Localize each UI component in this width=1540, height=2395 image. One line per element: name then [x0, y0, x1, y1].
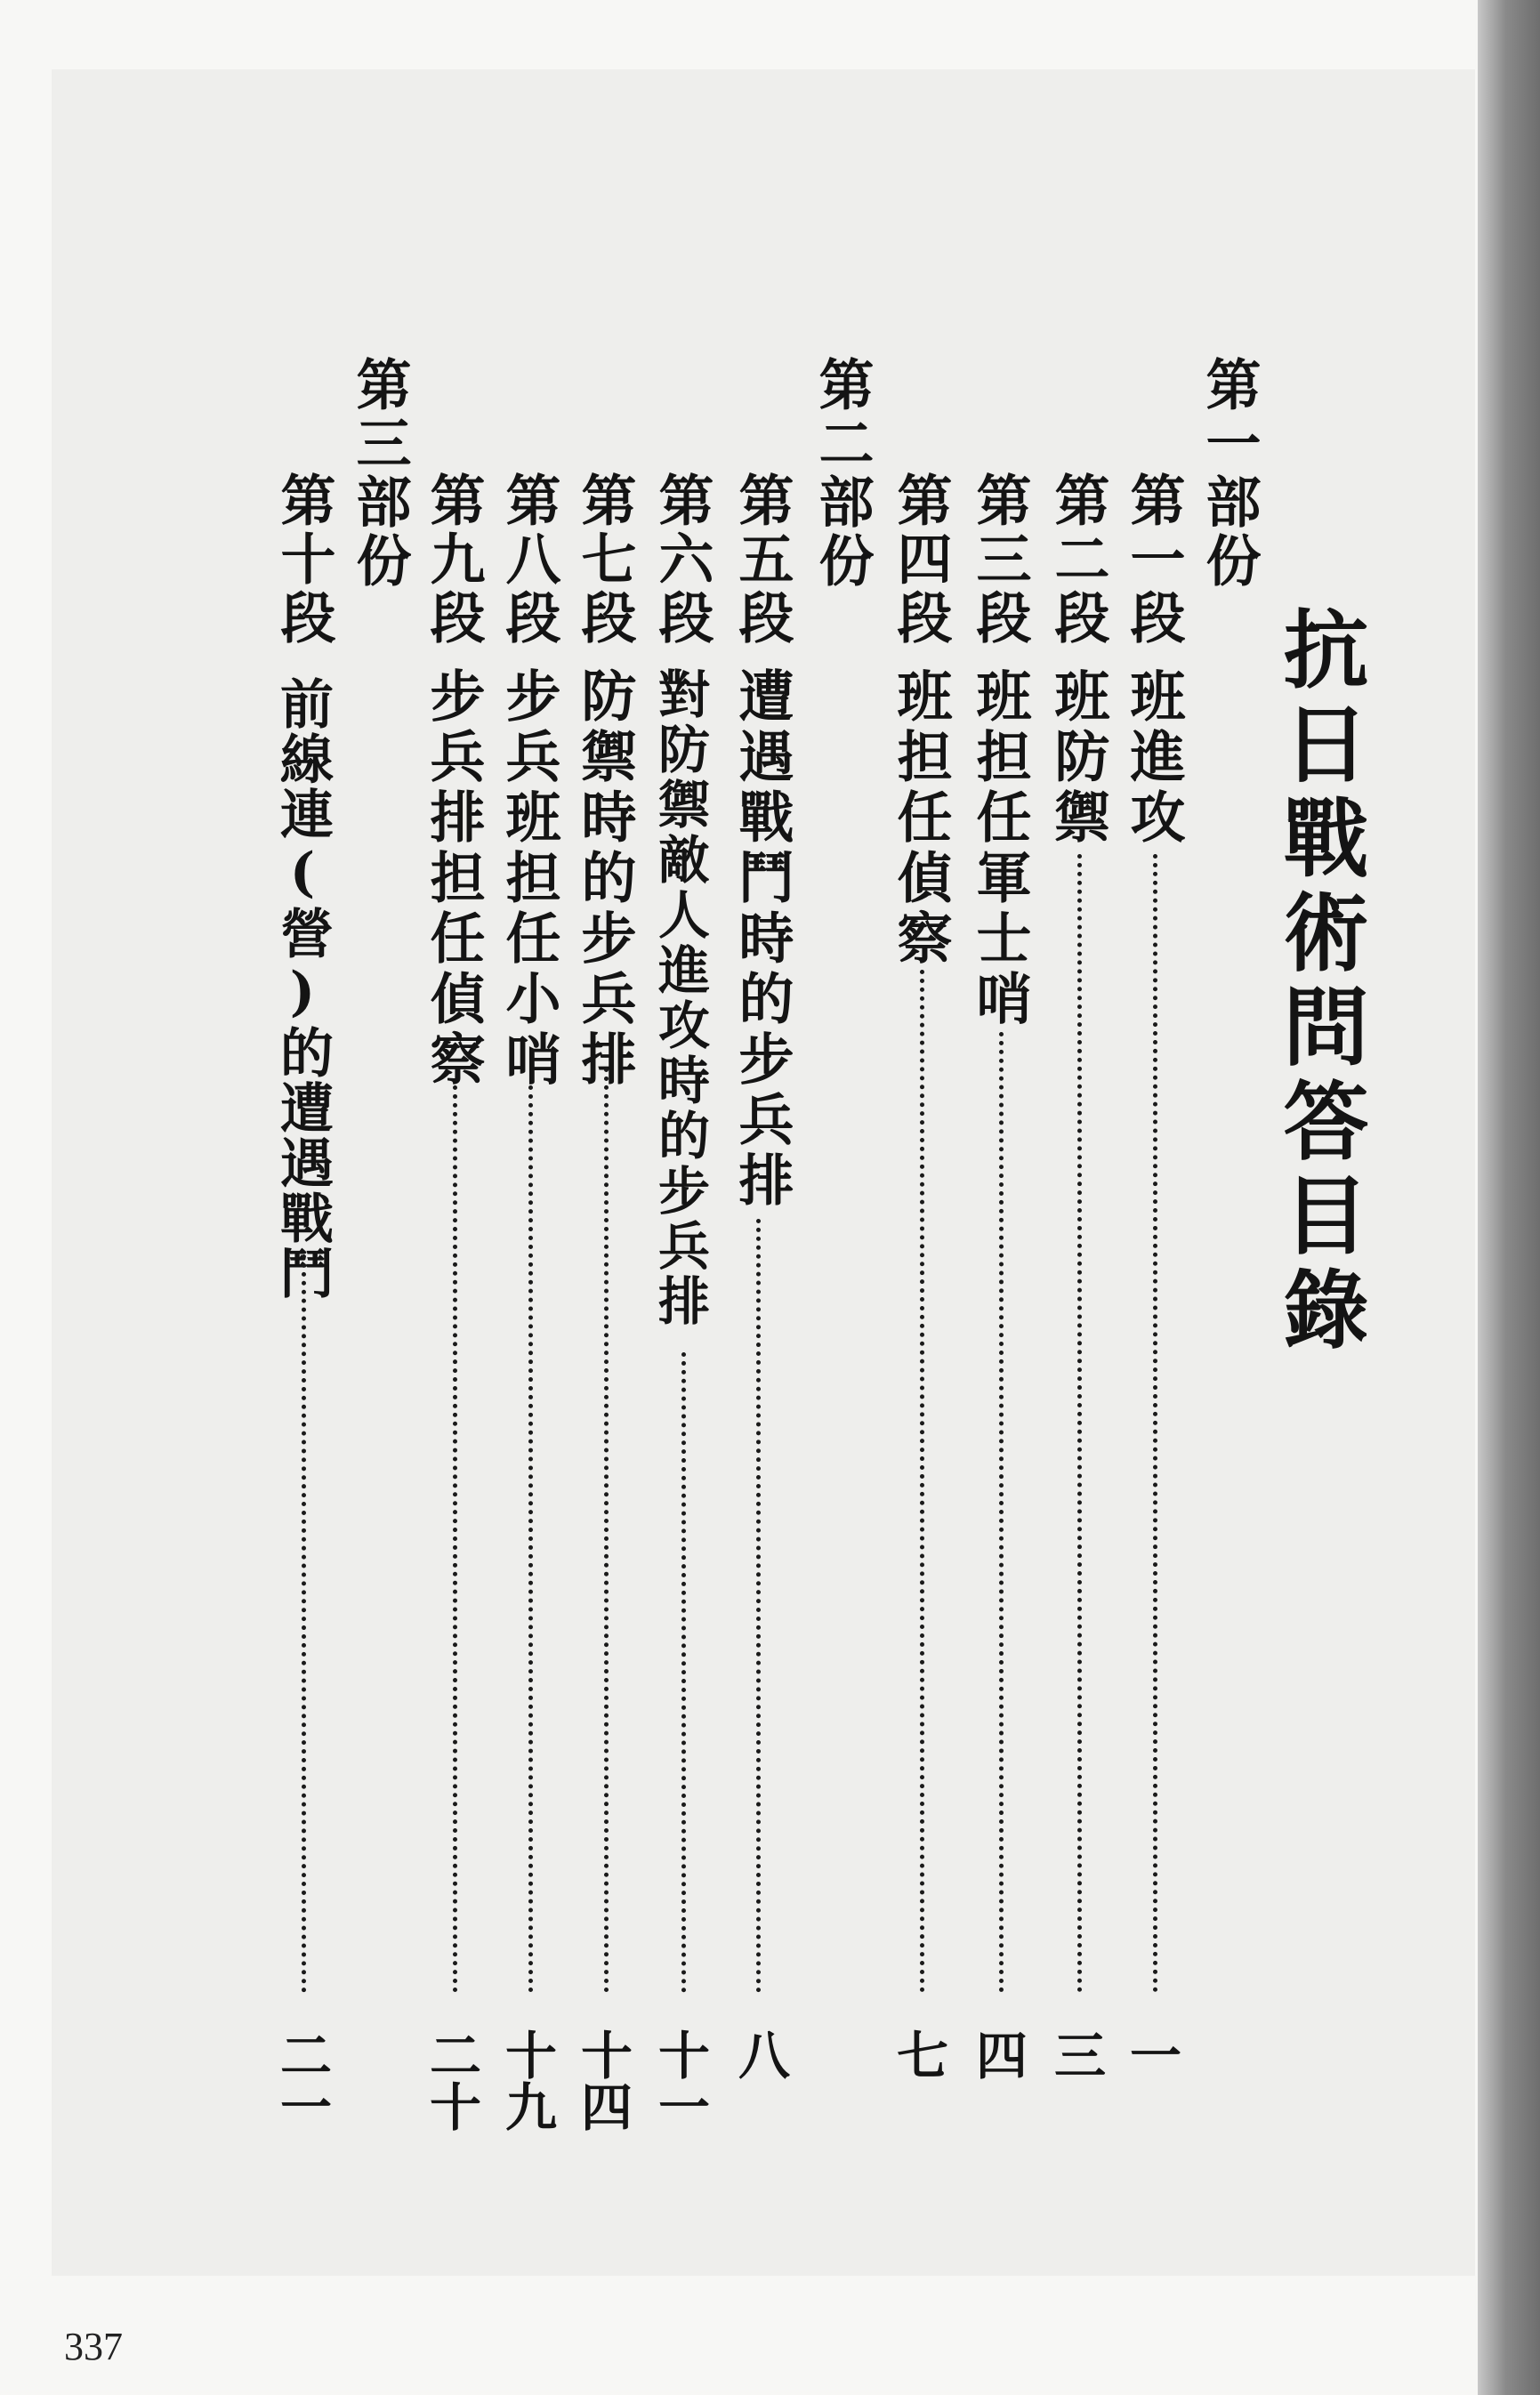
toc-section-10: 第十段: [271, 472, 336, 648]
toc-leader-10: [302, 1254, 306, 1993]
toc-title-1: 班進攻: [1121, 667, 1186, 849]
book-spine-shadow: [1478, 0, 1540, 2395]
toc-title-3: 班担任軍士哨: [967, 667, 1032, 1030]
toc-section-9: 第九段: [421, 472, 486, 648]
toc-section-3: 第三段: [967, 472, 1032, 648]
document-title: 抗日戰術問答目錄: [1270, 605, 1370, 1359]
toc-page-2: 三: [1045, 2028, 1106, 2080]
toc-page-10: 二一: [271, 2028, 332, 2132]
page-number: 337: [64, 2325, 123, 2368]
part-header-2: 第二部份: [810, 356, 875, 591]
toc-section-5: 第五段: [730, 472, 794, 648]
toc-title-4: 班担任偵察: [888, 667, 953, 970]
toc-title-10: 前線連(營)的遭遇戰鬥: [271, 676, 334, 1301]
toc-title-7: 防禦時的步兵排: [572, 667, 637, 1091]
toc-leader-1: [1153, 854, 1157, 1993]
toc-leader-3: [999, 1032, 1004, 1993]
toc-page-7: 十四: [572, 2028, 633, 2132]
toc-page-8: 十九: [496, 2028, 557, 2132]
toc-title-9: 步兵排担任偵察: [421, 667, 486, 1091]
toc-title-6: 對防禦敵人進攻時的步兵排: [649, 667, 710, 1329]
toc-page-1: 一: [1121, 2028, 1181, 2080]
toc-leader-8: [528, 1085, 533, 1993]
toc-title-2: 班防禦: [1045, 667, 1110, 849]
toc-leader-4: [920, 970, 924, 1993]
toc-page-9: 二十: [421, 2028, 481, 2132]
toc-section-7: 第七段: [572, 472, 637, 648]
toc-title-5: 遭遇戰鬥時的步兵排: [730, 667, 794, 1212]
toc-section-2: 第二段: [1045, 472, 1110, 648]
toc-leader-5: [756, 1219, 761, 1993]
toc-page-6: 十一: [649, 2028, 710, 2132]
toc-section-6: 第六段: [649, 472, 714, 648]
toc-page-4: 七: [888, 2028, 948, 2080]
toc-section-8: 第八段: [496, 472, 561, 648]
part-header-3: 第三部份: [347, 356, 412, 591]
toc-leader-9: [453, 1085, 457, 1993]
toc-leader-2: [1077, 854, 1082, 1993]
toc-leader-7: [604, 1068, 609, 1993]
part-header-1: 第一部份: [1197, 356, 1262, 591]
toc-title-8: 步兵班担任小哨: [496, 667, 561, 1091]
toc-leader-6: [681, 1352, 686, 1993]
toc-page-5: 八: [730, 2028, 790, 2080]
toc-section-1: 第一段: [1121, 472, 1186, 648]
toc-page-3: 四: [967, 2028, 1028, 2080]
toc-section-4: 第四段: [888, 472, 953, 648]
